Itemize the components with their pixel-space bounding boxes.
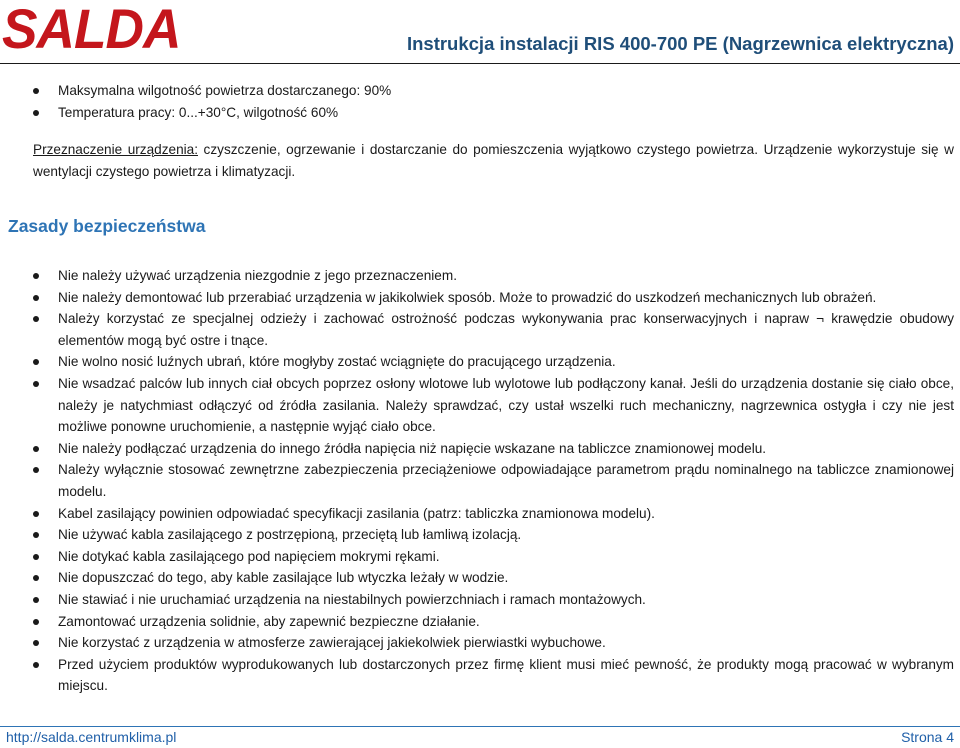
bullet-icon: [33, 662, 39, 668]
bullet-icon: [33, 295, 39, 301]
list-item: [0, 351, 960, 373]
list-item: [0, 632, 960, 654]
list-item: [0, 589, 960, 611]
safety-text: Nie dopuszczać do tego, aby kable zasilające lub wtyczka leżały w wodzie.: [58, 570, 509, 586]
safety-text: Nie wolno nosić luźnych ubrań, które mogłyby zostać wciągnięte do pracującego urządzenia.: [58, 354, 616, 370]
page-header: [0, 0, 960, 64]
safety-text: Przed użyciem produktów wyprodukowanych lub dostarczonych przez firmę klient musi mieć pewność, że produkty mogą pracować w wybranym miejscu.: [58, 656, 954, 694]
bullet-icon: [33, 316, 39, 322]
bullet-icon: [33, 359, 39, 365]
list-item: [0, 546, 960, 568]
list-item: [0, 438, 960, 460]
purpose-label: Przeznaczenie urządzenia:: [33, 142, 198, 157]
bullet-icon: [33, 273, 39, 279]
bullet-icon: [33, 381, 39, 387]
list-item: [0, 265, 960, 287]
safety-text: Nie wsadzać palców lub innych ciał obcych poprzez osłony wlotowe lub wylotowe lub podłączony kanał. Jeśli do urządzenia dostanie się ciało obce, należy je natychmiast odłączyć od źródła zasilania. Należy sprawdzać, czy ustał wszelki ruch mechaniczny, nagrzewnica ostygła i czy nie jest możliwe ponowne uruchomienie, a następnie wyjąć ciało obce.: [58, 375, 954, 435]
bullet-icon: [33, 554, 39, 560]
safety-text: Zamontować urządzenia solidnie, aby zapewnić bezpieczne działanie.: [58, 613, 480, 629]
safety-text: Nie należy podłączać urządzenia do innego źródła napięcia niż napięcie wskazane na tabliczce znamionowej modelu.: [58, 440, 767, 456]
specs-list: [0, 80, 480, 123]
bullet-icon: [33, 575, 39, 581]
list-item: [0, 373, 960, 438]
bullet-icon: [33, 446, 39, 452]
purpose-text: czyszczenie, ogrzewanie i dostarczanie do pomieszczenia wyjątkowo czystego powietrza. Urządzenie wykorzystuje się w wentylacji czystego powietrza i klimatyzacji.: [33, 142, 954, 179]
section-heading-safety: Zasady bezpieczeństwa: [8, 216, 206, 236]
list-item: [0, 567, 960, 589]
list-item: [0, 102, 480, 124]
safety-list: [0, 265, 960, 697]
safety-text: Należy wyłącznie stosować zewnętrzne zabezpieczenia przeciążeniowe odpowiadające parametrom prądu nominalnego na tabliczce znamionowej modelu.: [58, 462, 954, 499]
safety-text: Nie stawiać i nie uruchamiać urządzenia na niestabilnych powierzchniach i ramach montażowych.: [58, 591, 646, 607]
bullet-icon: [33, 597, 39, 603]
bullet-icon: [33, 88, 39, 94]
list-item: [0, 287, 960, 309]
safety-text: Nie używać kabla zasilającego z postrzępioną, przeciętą lub łamliwą izolacją.: [58, 527, 522, 543]
purpose-paragraph: [33, 139, 954, 182]
bullet-icon: [33, 619, 39, 625]
page-number: Strona 4: [901, 729, 954, 745]
safety-text: Nie korzystać z urządzenia w atmosferze zawierającej jakiekolwiek pierwiastki wybuchowe.: [58, 635, 606, 651]
website-link[interactable]: http://salda.centrumklima.pl: [6, 729, 177, 745]
bullet-icon: [33, 640, 39, 646]
list-item: [0, 308, 960, 351]
bullet-icon: [33, 110, 39, 116]
list-item: [0, 503, 960, 525]
list-item: [0, 611, 960, 633]
list-item: [0, 80, 480, 102]
document-title: Instrukcja instalacji RIS 400-700 PE (Nagrzewnica elektryczna): [406, 33, 954, 54]
bullet-icon: [33, 532, 39, 538]
spec-text: Maksymalna wilgotność powietrza dostarczanego: 90%: [58, 83, 392, 98]
safety-text: Należy korzystać ze specjalnej odzieży i zachować ostrożność podczas wykonywania prac konserwacyjnych i napraw ¬ krawędzie obudowy elementów mogą być ostre i tnące.: [58, 311, 954, 348]
page-footer: [0, 726, 960, 748]
safety-text: Nie dotykać kabla zasilającego pod napięciem mokrymi rękami.: [58, 548, 440, 564]
list-item: [0, 654, 960, 697]
safety-text: Nie należy używać urządzenia niezgodnie z jego przeznaczeniem.: [58, 268, 457, 283]
safety-text: Nie należy demontować lub przerabiać urządzenia w jakikolwiek sposób. Może to prowadzić do uszkodzeń mechanicznych lub obrażeń.: [58, 289, 877, 305]
safety-text: Kabel zasilający powinien odpowiadać specyfikacji zasilania (patrz: tabliczka znamionowa modelu).: [58, 505, 655, 521]
bullet-icon: [33, 467, 39, 473]
bullet-icon: [33, 511, 39, 517]
list-item: [0, 524, 960, 546]
spec-text: Temperatura pracy: 0...+30°C, wilgotność 60%: [58, 104, 339, 120]
list-item: [0, 459, 960, 502]
salda-logo: SALDA: [2, 0, 181, 60]
